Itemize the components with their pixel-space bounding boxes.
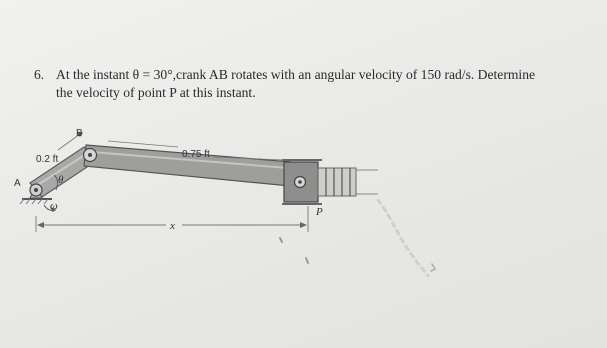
stray-marks xyxy=(280,200,435,276)
piston-block xyxy=(282,160,378,204)
pin-a xyxy=(30,184,42,196)
label-theta: θ xyxy=(58,174,64,186)
label-b: B xyxy=(76,128,83,139)
label-a: A xyxy=(14,178,21,189)
label-x: x xyxy=(170,220,175,232)
label-omega: ω xyxy=(50,200,58,212)
label-p: P xyxy=(316,206,323,218)
problem-text-line-2: the velocity of point P at this instant. xyxy=(56,85,256,100)
problem-text-line-1: At the instant θ = 30°,crank AB rotates with an angular velocity of 150 rad/s. Determine xyxy=(56,67,536,82)
label-rod-length: 0.75 ft xyxy=(182,149,210,160)
problem-number: 6. xyxy=(34,67,45,82)
pin-b xyxy=(84,149,97,162)
label-crank-length: 0.2 ft xyxy=(36,154,59,165)
